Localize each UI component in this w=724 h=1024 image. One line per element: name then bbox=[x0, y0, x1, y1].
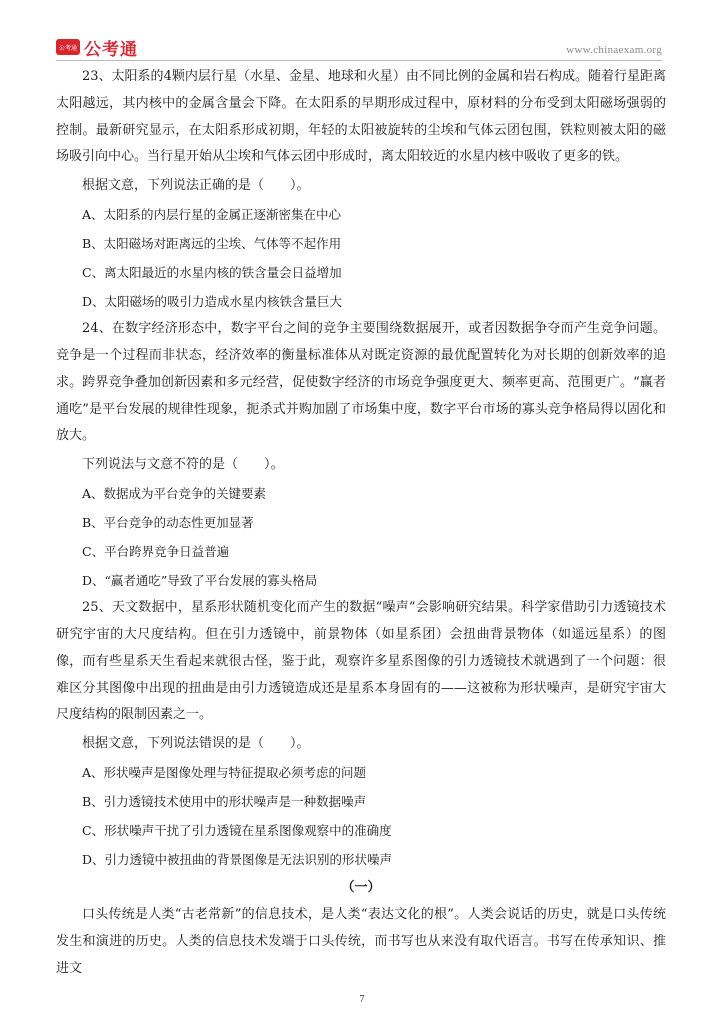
option-c: C、离太阳最近的水星内核的铁含量会日益增加 bbox=[82, 265, 342, 281]
header-divider bbox=[56, 60, 662, 61]
question-passage: 25、天文数据中，星系形状随机变化而产生的数据“噪声”会影响研究结果。科学家借助引力透镜技术研究宇宙的大尺度结构。但在引力透镜中，前景物体（如星系团）会扭曲背景物体（如遥远星系）的图像，而有些星系天生看起来就很古怪，鉴于此，观察许多星系图像的引力透镜技术就遇到了一个问题：很难区分其图像中出现的扭曲是由引力透镜造成还是星系本身固有的——这被称为形状噪声，是研究宇宙大尺度结构的限制因素之一。 bbox=[56, 600, 666, 723]
logo-badge: 公考通 bbox=[56, 39, 80, 55]
option-b: B、引力透镜技术使用中的形状噪声是一种数据噪声 bbox=[82, 794, 367, 810]
question-passage: 24、在数字经济形态中，数字平台之间的竞争主要围绕数据展开，或者因数据争夺而产生竞争问题。竞争是一个过程而非状态，经济效率的衡量标准体从对既定资源的最优配置转化为对长期的创新效率的追求。跨界竞争叠加创新因素和多元经营，促使数字经济的市场竞争强度更大、频率更高、范围更广。“赢者通吃”是平台发展的规律性现象，扼杀式并购加剧了市场集中度，数字平台市场的寡头竞争格局得以固化和放大。 bbox=[56, 321, 666, 444]
site-url[interactable]: www.chinaexam.org bbox=[566, 44, 662, 56]
option-d: D、引力透镜中被扭曲的背景图像是无法识别的形状噪声 bbox=[82, 852, 393, 868]
question-23 bbox=[56, 64, 666, 316]
option-b: B、太阳磁场对距离远的尘埃、气体等不起作用 bbox=[82, 236, 342, 252]
option-a: A、数据成为平台竞争的关键要素 bbox=[82, 486, 267, 502]
option-c: C、形状噪声干扰了引力透镜在星系图像观察中的准确度 bbox=[82, 823, 392, 839]
option-c: C、平台跨界竞争日益普遍 bbox=[82, 544, 230, 560]
option-d: D、太阳磁场的吸引力造成水星内核铁含量巨大 bbox=[82, 294, 343, 310]
section-title: （一） bbox=[341, 880, 381, 896]
question-passage: 23、太阳系的4颗内层行星（水星、金星、地球和火星）由不同比例的金属和岩石构成。随着行星距离太阳越远，其内核中的金属含量会下降。在太阳系的早期形成过程中，原材料的分布受到太阳磁场强弱的控制。最新研究显示，在太阳系形成初期，年轻的太阳被旋转的尘埃和气体云团包围，铁粒则被太阳的磁场吸引向中心。当行星开始从尘埃和气体云团中形成时，离太阳较近的水星内核中吸收了更多的铁。 bbox=[56, 69, 666, 165]
page-number: 7 bbox=[359, 994, 365, 1005]
option-a: A、太阳系的内层行星的金属正逐渐密集在中心 bbox=[82, 207, 342, 223]
question-stem: 根据文意，下列说法正确的是（ ）。 bbox=[82, 178, 310, 194]
question-24 bbox=[56, 316, 666, 595]
page-header bbox=[56, 36, 662, 60]
site-logo[interactable] bbox=[56, 36, 138, 58]
question-25 bbox=[56, 595, 666, 874]
question-stem: 根据文意，下列说法错误的是（ ）。 bbox=[82, 736, 310, 752]
reading-section bbox=[56, 874, 666, 982]
document-body bbox=[56, 64, 666, 983]
option-a: A、形状噪声是图像处理与特征提取必须考虑的问题 bbox=[82, 765, 367, 781]
question-stem: 下列说法与文意不符的是（ ）。 bbox=[82, 457, 284, 473]
option-b: B、平台竞争的动态性更加显著 bbox=[82, 515, 254, 531]
logo-text: 公考通 bbox=[84, 39, 138, 60]
section-passage: 口头传统是人类“古老常新”的信息技术，是人类“表达文化的根”。人类会说话的历史，就是口头传统发生和演进的历史。人类的信息技术发端于口头传统，而书写也从来没有取代语言。书写在传承知识、推进文 bbox=[56, 907, 666, 976]
option-d: D、“赢者通吃”导致了平台发展的寡头格局 bbox=[82, 573, 318, 589]
